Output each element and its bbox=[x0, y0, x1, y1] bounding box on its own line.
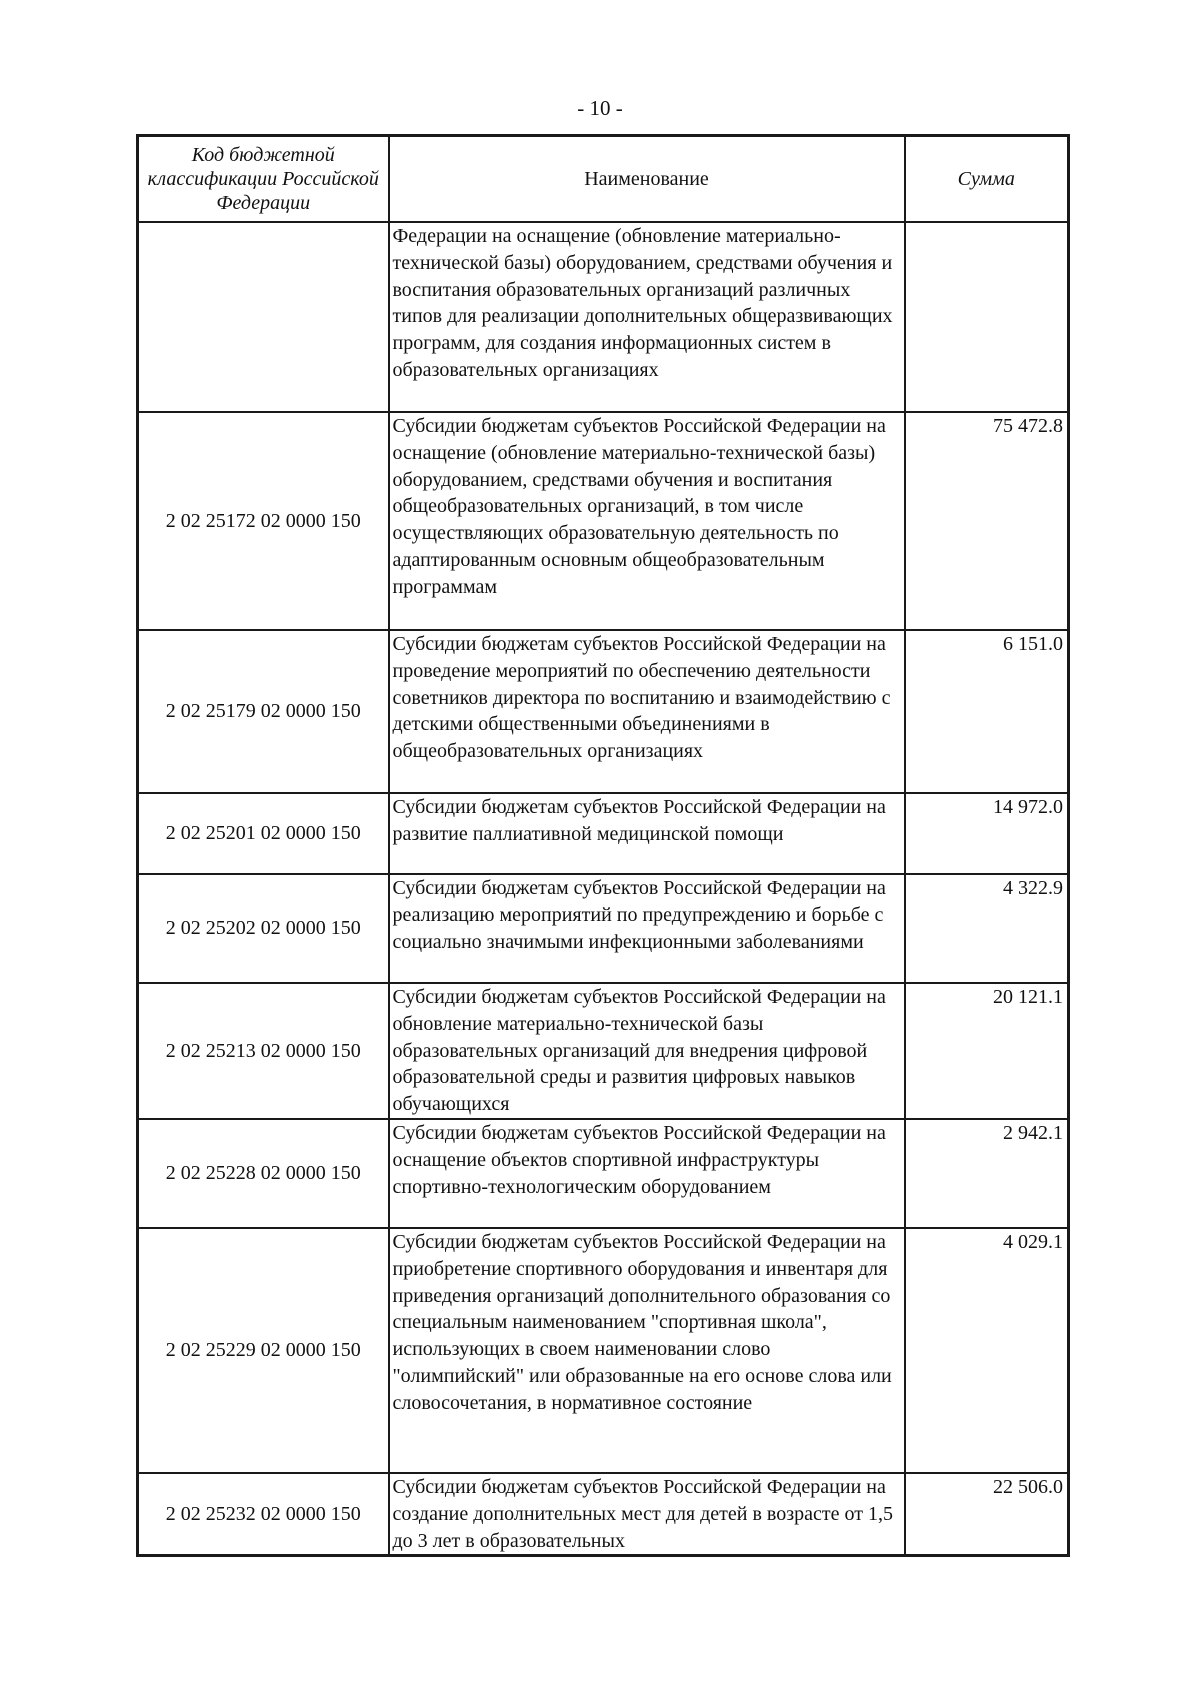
row-amount bbox=[905, 222, 1069, 412]
row-code: 2 02 25229 02 0000 150 bbox=[138, 1228, 389, 1473]
row-name: Субсидии бюджетам субъектов Российской Федерации на проведение мероприятий по обеспечению деятельности советников директора по воспитанию и взаимодействию с детскими общественными объединениями в общеобразовательных организациях bbox=[389, 630, 905, 793]
row-name: Субсидии бюджетам субъектов Российской Федерации на развитие паллиативной медицинской помощи bbox=[389, 793, 905, 874]
row-amount: 4 029.1 bbox=[905, 1228, 1069, 1473]
table-row bbox=[138, 1119, 1069, 1228]
page-number: - 10 - bbox=[577, 96, 623, 120]
row-code: 2 02 25213 02 0000 150 bbox=[138, 983, 389, 1119]
table-header-row bbox=[138, 136, 1069, 223]
row-name: Федерации на оснащение (обновление материально-технической базы) оборудованием, средствами обучения и воспитания образовательных организаций различных типов для реализации дополнительных общеразвивающих программ, для создания информационных систем в образовательных организациях bbox=[389, 222, 905, 412]
row-amount: 4 322.9 bbox=[905, 874, 1069, 983]
row-amount: 2 942.1 bbox=[905, 1119, 1069, 1228]
row-amount: 22 506.0 bbox=[905, 1473, 1069, 1556]
budget-table bbox=[136, 134, 1070, 1557]
row-amount: 20 121.1 bbox=[905, 983, 1069, 1119]
row-amount: 75 472.8 bbox=[905, 412, 1069, 630]
table-row bbox=[138, 630, 1069, 793]
row-amount: 6 151.0 bbox=[905, 630, 1069, 793]
row-name: Субсидии бюджетам субъектов Российской Федерации на реализацию мероприятий по предупреждению и борьбе с социально значимыми инфекционными заболеваниями bbox=[389, 874, 905, 983]
header-amount: Сумма bbox=[905, 136, 1069, 223]
table-row bbox=[138, 222, 1069, 412]
row-amount: 14 972.0 bbox=[905, 793, 1069, 874]
row-code: 2 02 25201 02 0000 150 bbox=[138, 793, 389, 874]
table-row bbox=[138, 1473, 1069, 1556]
table-row bbox=[138, 983, 1069, 1119]
row-code: 2 02 25172 02 0000 150 bbox=[138, 412, 389, 630]
row-name: Субсидии бюджетам субъектов Российской Федерации на оснащение объектов спортивной инфраструктуры спортивно-технологическим оборудованием bbox=[389, 1119, 905, 1228]
table-row bbox=[138, 1228, 1069, 1473]
row-name: Субсидии бюджетам субъектов Российской Федерации на приобретение спортивного оборудования и инвентаря для приведения организаций дополнительного образования со специальным наименованием "спортивная школа", использующих в своем наименовании слово "олимпийский" или образованные на его основе слова или словосочетания, в нормативное состояние bbox=[389, 1228, 905, 1473]
table-row bbox=[138, 412, 1069, 630]
row-name: Субсидии бюджетам субъектов Российской Федерации на обновление материально-технической базы образовательных организаций для внедрения цифровой образовательной среды и развития цифровых навыков обучающихся bbox=[389, 983, 905, 1119]
row-code: 2 02 25202 02 0000 150 bbox=[138, 874, 389, 983]
table-row bbox=[138, 874, 1069, 983]
table-row bbox=[138, 793, 1069, 874]
header-code: Код бюджетной классификации Российской Федерации bbox=[138, 136, 389, 223]
row-name: Субсидии бюджетам субъектов Российской Федерации на создание дополнительных мест для детей в возрасте от 1,5 до 3 лет в образовательных bbox=[389, 1473, 905, 1556]
row-code: 2 02 25179 02 0000 150 bbox=[138, 630, 389, 793]
row-code: 2 02 25228 02 0000 150 bbox=[138, 1119, 389, 1228]
row-name: Субсидии бюджетам субъектов Российской Федерации на оснащение (обновление материально-технической базы) оборудованием, средствами обучения и воспитания общеобразовательных организаций, в том числе осуществляющих образовательную деятельность по адаптированным основным общеобразовательным программам bbox=[389, 412, 905, 630]
row-code bbox=[138, 222, 389, 412]
row-code: 2 02 25232 02 0000 150 bbox=[138, 1473, 389, 1556]
header-name: Наименование bbox=[389, 136, 905, 223]
